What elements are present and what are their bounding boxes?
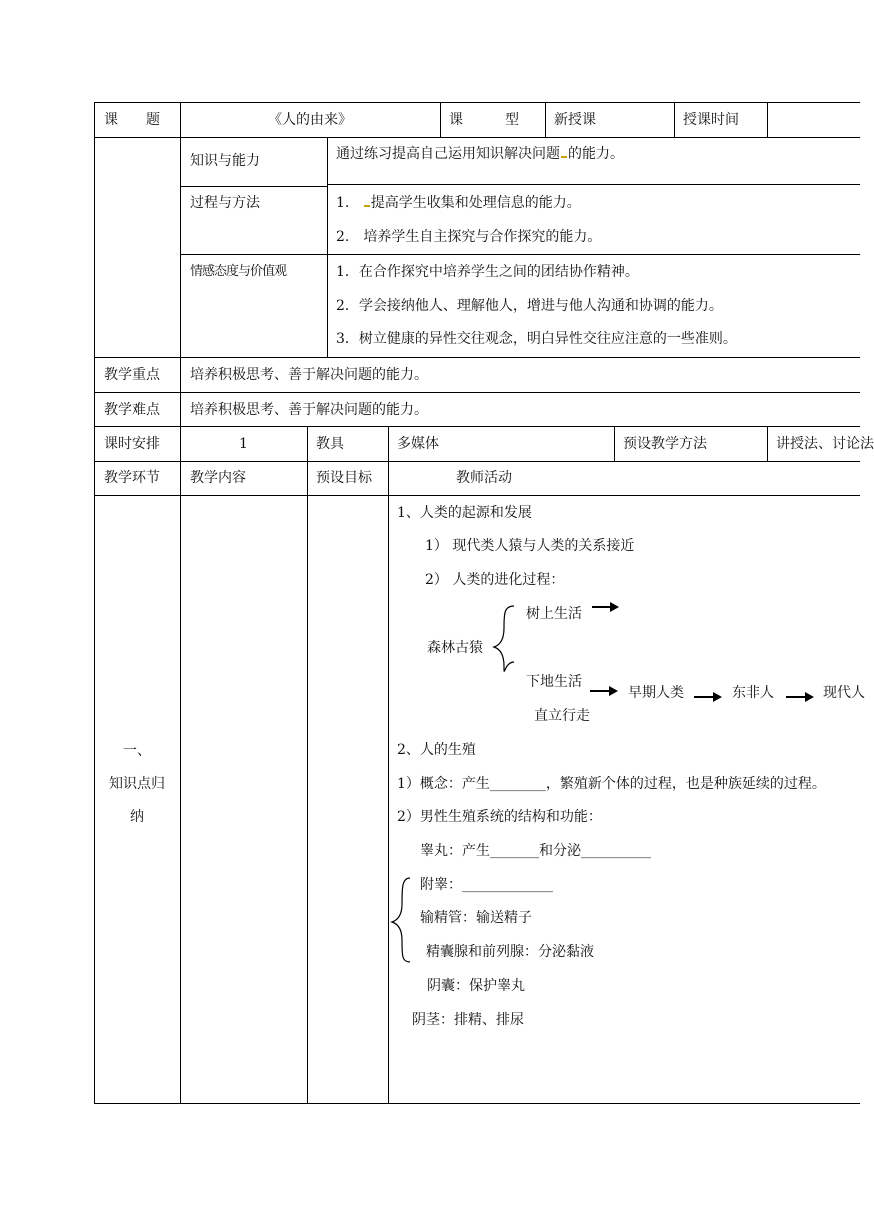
time-label: 授课时间 bbox=[683, 112, 739, 128]
stage-line-3: 纳 bbox=[130, 809, 144, 825]
tree-life-label: 树上生活 bbox=[526, 606, 582, 622]
key-point-text: 培养积极思考、善于解决问题的能力。 bbox=[190, 367, 428, 383]
epididymis-line: 附睾：_____________ bbox=[420, 877, 553, 893]
glands-line: 精囊腺和前列腺：分泌黏液 bbox=[426, 944, 594, 960]
emotion-label: 情感态度与价值观 bbox=[190, 264, 287, 279]
stage-line-2: 知识点归 bbox=[109, 776, 165, 792]
early-human-label: 早期人类 bbox=[628, 685, 684, 701]
concept-line: 1）概念：产生________，繁殖新个体的过程，也是种族延续的过程。 bbox=[397, 776, 826, 792]
method-label: 预设教学方法 bbox=[623, 436, 707, 452]
emotion-item-1: 1．在合作探究中培养学生之间的团结协作精神。 bbox=[336, 264, 639, 280]
difficult-point-label: 教学难点 bbox=[104, 402, 160, 418]
modern-human-label: 现代人 bbox=[823, 685, 865, 701]
teacher-header: 教师活动 bbox=[456, 470, 512, 486]
knowledge-text-b: 的能力。 bbox=[568, 146, 624, 162]
stage-line-1: 一、 bbox=[123, 743, 151, 759]
arrow-tree-icon bbox=[592, 602, 619, 612]
origin-title: 1、人类的起源和发展 bbox=[397, 505, 532, 521]
ground-life-label: 下地生活 bbox=[526, 674, 582, 690]
difficult-point-text: 培养积极思考、善于解决问题的能力。 bbox=[190, 402, 428, 418]
tools-value: 多媒体 bbox=[397, 436, 439, 452]
penis-line: 阴茎：排精、排尿 bbox=[412, 1012, 524, 1028]
process-item-2: 2. 培养学生自主探究与合作探究的能力。 bbox=[336, 229, 602, 245]
process-item-1-text: 提高学生收集和处理信息的能力。 bbox=[370, 195, 581, 211]
key-point-label: 教学重点 bbox=[104, 367, 160, 383]
stage-header: 教学环节 bbox=[104, 470, 160, 486]
origin-item-1: 1） 现代类人猿与人类的关系接近 bbox=[425, 538, 635, 554]
schedule-hours: 1 bbox=[239, 436, 248, 452]
male-system-title: 2）男性生殖系统的结构和功能： bbox=[397, 809, 602, 825]
ape-label: 森林古猿 bbox=[427, 640, 483, 656]
goal-header: 预设目标 bbox=[316, 470, 372, 486]
vas-deferens-line: 输精管：输送精子 bbox=[420, 910, 532, 926]
reproductive-brace-icon bbox=[392, 878, 410, 962]
east-african-label: 东非人 bbox=[732, 685, 774, 701]
tools-label: 教具 bbox=[316, 436, 344, 452]
method-value: 讲授法、讨论法 bbox=[776, 436, 874, 452]
type-label: 课 型 bbox=[449, 112, 519, 128]
emotion-item-3: 3．树立健康的异性交往观念，明白异性交往应注意的一些准则。 bbox=[336, 331, 737, 347]
knowledge-text-a: 通过练习提高自己运用知识解决问题 bbox=[336, 146, 560, 162]
arrow-ground-icon bbox=[590, 686, 618, 696]
knowledge-label: 知识与能力 bbox=[190, 153, 260, 169]
arrow-east-icon bbox=[786, 692, 814, 702]
upright-label: 直立行走 bbox=[534, 708, 590, 724]
schedule-label: 课时安排 bbox=[104, 436, 160, 452]
arrow-early-icon bbox=[694, 692, 722, 702]
process-label: 过程与方法 bbox=[190, 195, 260, 211]
reproduction-title: 2、人的生殖 bbox=[397, 742, 476, 758]
emotion-item-2: 2．学会接纳他人、理解他人，增进与他人沟通和协调的能力。 bbox=[336, 298, 723, 314]
content-header: 教学内容 bbox=[190, 470, 246, 486]
testis-line: 睾丸：产生_______和分泌__________ bbox=[420, 843, 651, 859]
origin-item-2: 2） 人类的进化过程： bbox=[425, 572, 565, 588]
topic-label: 课 题 bbox=[104, 112, 160, 128]
evolution-brace-icon bbox=[494, 606, 514, 671]
lesson-topic: 《人的由来》 bbox=[268, 112, 352, 128]
lesson-type: 新授课 bbox=[554, 112, 596, 128]
scrotum-line: 阴囊：保护睾丸 bbox=[427, 978, 525, 994]
process-item-1-number: 1. bbox=[336, 195, 350, 211]
